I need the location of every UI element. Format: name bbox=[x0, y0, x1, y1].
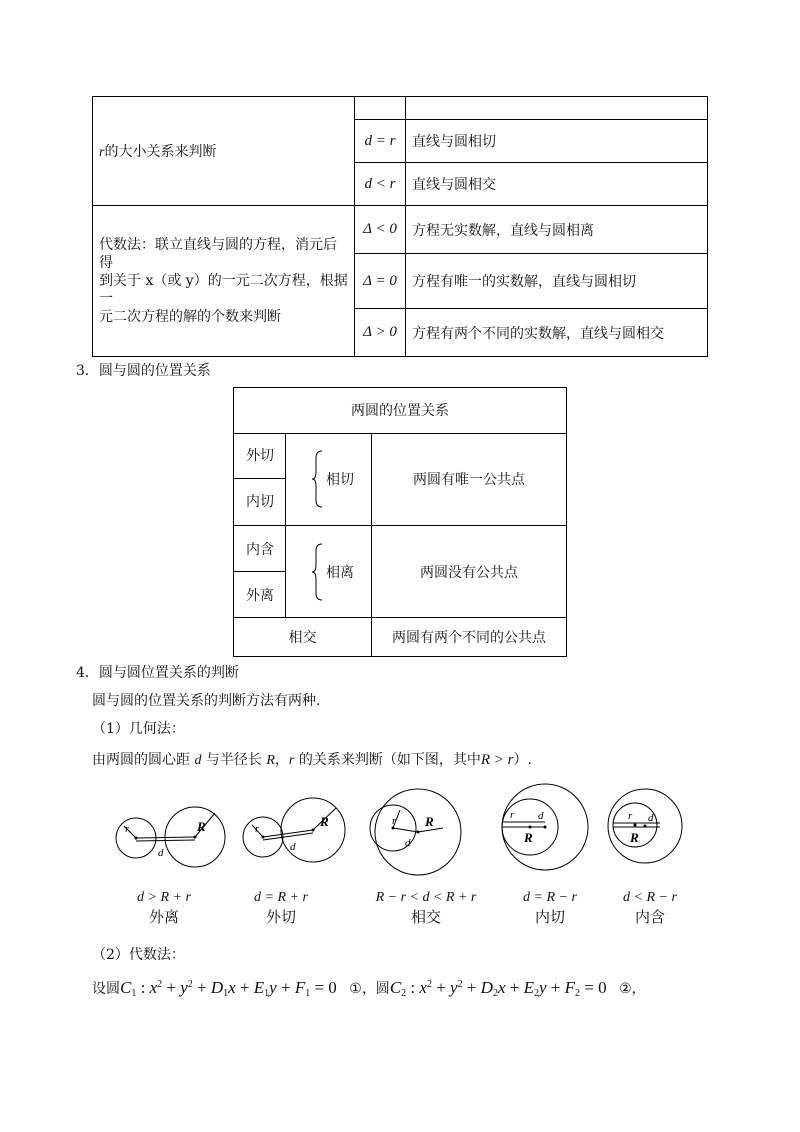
geo-result-1: 直线与圆相切 bbox=[406, 120, 708, 163]
t2-last-name: 相交 bbox=[288, 630, 317, 646]
alg-cond-2: Δ > 0 bbox=[355, 309, 406, 357]
t2-last-desc: 两圆有两个不同的公共点 bbox=[392, 630, 546, 646]
fig1-label-R: R bbox=[197, 819, 206, 834]
fig2-label-R: R bbox=[320, 814, 329, 829]
t2-line bbox=[234, 478, 285, 479]
fig5-formula: d < R − r bbox=[623, 890, 677, 905]
center-dot bbox=[312, 829, 315, 832]
fig4-label-d: d bbox=[538, 810, 544, 822]
alg-result-2: 方程有两个不同的实数解，直线与圆相交 bbox=[406, 309, 708, 357]
center-dot bbox=[194, 836, 197, 839]
t2-g2-name: 相离 bbox=[326, 565, 354, 581]
circle-position-figures bbox=[100, 780, 700, 890]
fig4-name: 内切 bbox=[534, 908, 565, 926]
t2-g2-a: 内含 bbox=[246, 542, 274, 558]
t2-line bbox=[285, 433, 286, 617]
center-dot bbox=[644, 825, 647, 828]
fig4-distance-d bbox=[502, 822, 545, 827]
geo-method-var: r bbox=[99, 145, 105, 160]
fig3-distance-d bbox=[393, 828, 418, 832]
eq-prefix: 设圆 bbox=[92, 981, 120, 997]
fig2-label-d: d bbox=[290, 841, 296, 853]
eq-separator: ，圆 bbox=[361, 981, 390, 997]
alg-method-line-1: 到关于 x（或 y）的一元二次方程，根据一 bbox=[99, 273, 348, 307]
fig5-label-R: R bbox=[630, 830, 639, 845]
geo-method-title: （1）几何法： bbox=[92, 721, 185, 737]
eq-tail: ， bbox=[631, 981, 646, 997]
geo-cond-2: d < r bbox=[355, 163, 406, 206]
brace-icon bbox=[312, 450, 326, 508]
circle-equations bbox=[92, 978, 646, 999]
line-circle-table bbox=[92, 96, 708, 357]
t2-header: 两圆的位置关系 bbox=[351, 403, 449, 419]
t2-line bbox=[371, 433, 372, 657]
center-dot bbox=[262, 836, 265, 839]
fig1-label-r: r bbox=[125, 823, 130, 835]
fig3-label-r: r bbox=[392, 815, 397, 827]
fig2-name: 外切 bbox=[265, 908, 296, 926]
geo-desc-var: r bbox=[288, 753, 295, 768]
section3-title: 3．圆与圆的位置关系 bbox=[76, 363, 211, 379]
center-dot bbox=[529, 826, 532, 829]
geo-cond-0 bbox=[355, 97, 406, 120]
geo-method-cell bbox=[93, 97, 355, 206]
fig4-formula: d = R − r bbox=[523, 890, 577, 905]
alg-method-line-0: 代数法：联立直线与圆的方程，消元后得 bbox=[99, 237, 337, 271]
fig2-caption bbox=[221, 890, 341, 927]
geo-desc-part: 由两圆的圆心距 bbox=[92, 752, 190, 768]
fig5-label-r: r bbox=[628, 810, 633, 822]
center-dot bbox=[634, 824, 637, 827]
eq1: $C_1$ : $x^2 + y^2 + D_1x + E_1y + F_1 = 0$ bbox=[120, 978, 337, 999]
geo-result-0 bbox=[406, 97, 708, 120]
geo-desc-var: R bbox=[266, 753, 275, 768]
fig1-caption bbox=[104, 890, 224, 927]
alg-result-1: 方程有唯一的实数解，直线与圆相切 bbox=[406, 254, 708, 309]
fig1-formula: d > R + r bbox=[137, 890, 191, 905]
t2-g1-desc: 两圆有唯一公共点 bbox=[413, 472, 525, 488]
fig4-label-r: r bbox=[510, 809, 515, 821]
alg-method-line-2: 元二次方程的解的个数来判断 bbox=[99, 309, 281, 325]
alg-method-title: （2）代数法： bbox=[92, 947, 185, 963]
alg-method-cell bbox=[93, 206, 355, 357]
brace-icon bbox=[312, 543, 326, 601]
center-dot bbox=[417, 831, 420, 834]
fig3-label-R: R bbox=[425, 814, 434, 829]
section4-intro: 圆与圆的位置关系的判断方法有两种. bbox=[92, 693, 321, 709]
alg-cond-1: Δ = 0 bbox=[355, 254, 406, 309]
geo-method-desc bbox=[92, 749, 532, 769]
geo-desc-part: ， bbox=[274, 752, 289, 768]
geo-desc-var: d bbox=[194, 753, 202, 768]
fig3-caption bbox=[366, 890, 486, 927]
t2-line bbox=[234, 525, 566, 526]
t2-g1-a: 外切 bbox=[246, 448, 274, 464]
fig5-caption bbox=[590, 890, 710, 927]
geo-desc-cond: R > r bbox=[480, 752, 514, 768]
geo-desc-part: ）. bbox=[513, 752, 532, 768]
fig5-name: 内含 bbox=[634, 908, 665, 926]
fig3-formula: R − r < d < R + r bbox=[375, 890, 477, 905]
eq1-number: ① bbox=[349, 981, 362, 997]
geo-desc-part: 的关系来判断（如下图，其中 bbox=[298, 752, 481, 768]
geo-cond-1: d = r bbox=[355, 120, 406, 163]
geo-desc-part: 与半径长 bbox=[205, 752, 262, 768]
alg-result-0: 方程无实数解，直线与圆相离 bbox=[406, 206, 708, 254]
section4-title: 4．圆与圆位置关系的判断 bbox=[76, 665, 239, 681]
eq2-number: ② bbox=[619, 981, 632, 997]
t2-line bbox=[234, 571, 285, 572]
t2-g1-name: 相切 bbox=[326, 472, 354, 488]
center-dot bbox=[135, 837, 138, 840]
fig2-distance-d bbox=[263, 830, 313, 840]
fig1-name: 外离 bbox=[148, 908, 179, 926]
fig1-label-d: d bbox=[158, 847, 164, 859]
fig2-formula: d = R + r bbox=[254, 890, 308, 905]
circle-circle-table bbox=[233, 387, 567, 657]
t2-line bbox=[234, 617, 566, 618]
alg-cond-0: Δ < 0 bbox=[355, 206, 406, 254]
eq2: $C_2$ : $x^2 + y^2 + D_2x + E_2y + F_2 = 0$ bbox=[389, 978, 607, 999]
geo-method-text: 的大小关系来判断 bbox=[104, 144, 217, 160]
t2-g2-b: 外离 bbox=[246, 588, 274, 604]
fig2-label-r: r bbox=[255, 823, 260, 835]
center-dot bbox=[544, 826, 547, 829]
fig4-label-R: R bbox=[524, 830, 533, 845]
geo-result-2: 直线与圆相交 bbox=[406, 163, 708, 206]
t2-g2-desc: 两圆没有公共点 bbox=[420, 565, 518, 581]
fig5-label-d: d bbox=[648, 812, 654, 824]
t2-g1-b: 内切 bbox=[246, 494, 274, 510]
fig3-name: 相交 bbox=[410, 908, 441, 926]
fig3-label-d: d bbox=[405, 837, 411, 849]
t2-line bbox=[234, 433, 566, 434]
